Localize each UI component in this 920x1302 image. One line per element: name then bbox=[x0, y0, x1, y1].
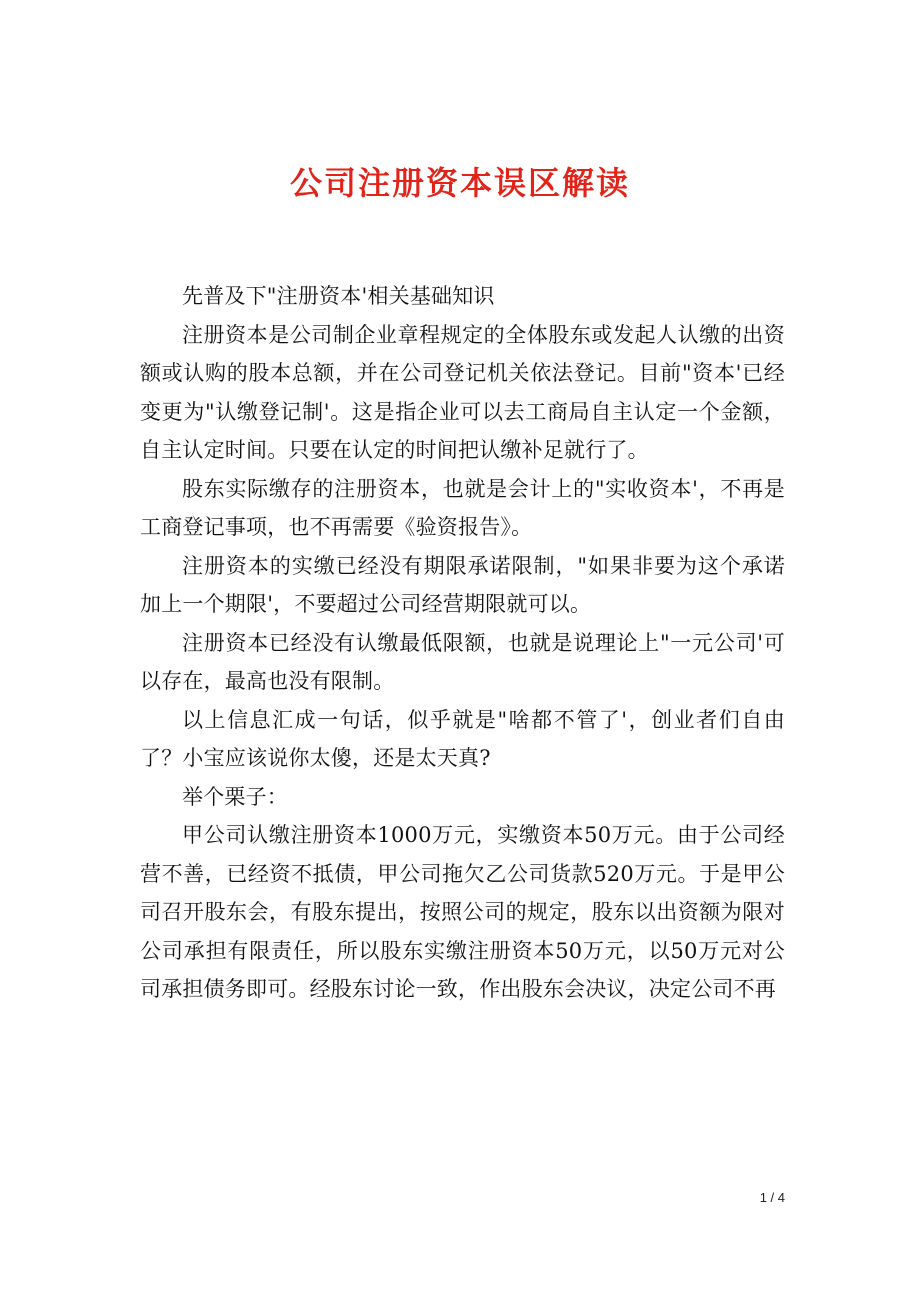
paragraph-definition: 注册资本是公司制企业章程规定的全体股东或发起人认缴的出资额或认购的股本总额，并在公司登记机关依法登记。目前"资本'已经变更为"认缴登记制'。这是指企业可以去工商局自主认定一个金额，自主认定时间。只要在认定的时间把认缴补足就行了。 bbox=[140, 322, 785, 462]
paragraph-example-heading: 举个栗子： bbox=[182, 784, 288, 809]
page-title: 公司注册资本误区解读 bbox=[289, 164, 630, 203]
paragraph-summary: 以上信息汇成一句话，似乎就是"啥都不管了'，创业者们自由了？小宝应该说你太傻，还是太天真? bbox=[140, 707, 785, 770]
paragraph-minimum-amount: 注册资本已经没有认缴最低限额，也就是说理论上"一元公司'可以存在，最高也没有限制。 bbox=[140, 630, 785, 693]
page-number: 1 / 4 bbox=[759, 1190, 785, 1205]
paragraph-example: 甲公司认缴注册资本1000万元，实缴资本50万元。由于公司经营不善，已经资不抵债，甲公司拖欠乙公司货款520万元。于是甲公司召开股东会，有股东提出，按照公司的规定，股东以出资额为限对公司承担有限责任，所以股东实缴注册资本50万元，以50万元对公司承担债务即可。经股东讨论一致，作出股东会决议，决定公司不再 bbox=[140, 823, 785, 1001]
paragraph-payment-term: 注册资本的实缴已经没有期限承诺限制，"如果非要为这个承诺加上一个期限'，不要超过公司经营期限就可以。 bbox=[140, 553, 785, 616]
paragraph-intro: 先普及下"注册资本'相关基础知识 bbox=[182, 284, 495, 308]
paragraph-paid-in-capital: 股东实际缴存的注册资本，也就是会计上的"实收资本'，不再是工商登记事项，也不再需要《验资报告》。 bbox=[140, 476, 785, 539]
document-body bbox=[140, 277, 785, 1009]
